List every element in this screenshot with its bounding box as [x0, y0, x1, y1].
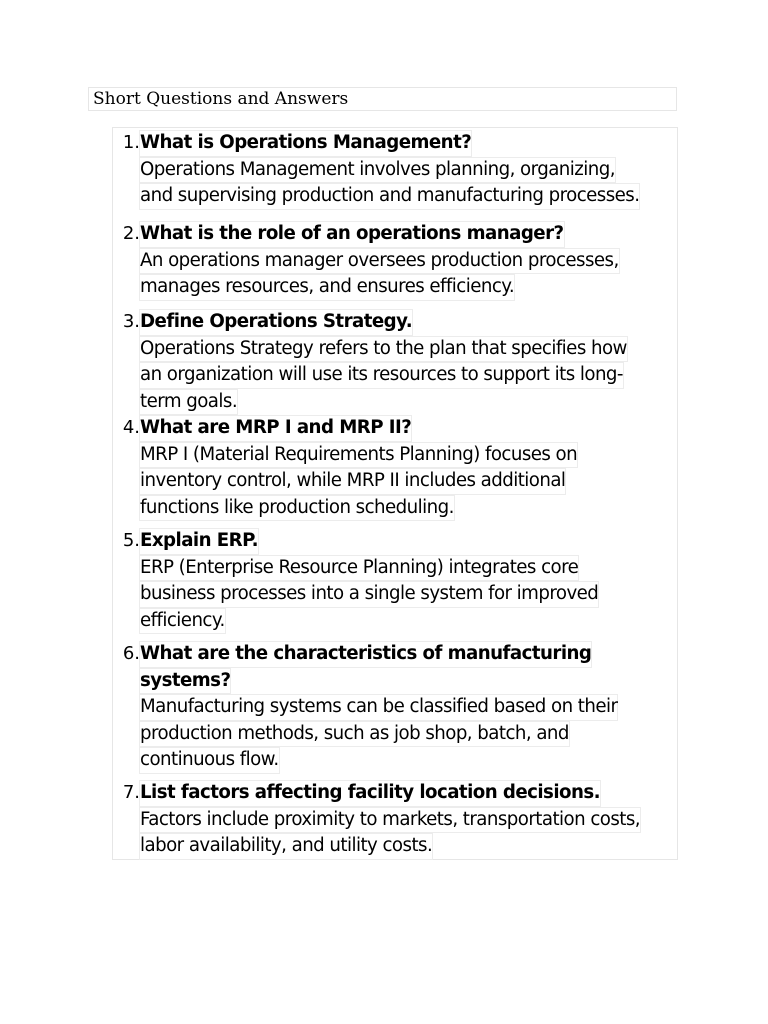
question-line: What are the characteristics of manufacturing — [139, 641, 592, 668]
answer-line: functions like production scheduling. — [139, 495, 455, 522]
item-text — [140, 641, 670, 774]
answer-line: continuous flow. — [139, 747, 280, 774]
answer-line: An operations manager oversees production processes, — [139, 248, 620, 275]
answer-line: an organization will use its resources to support its long- — [139, 362, 624, 389]
answer-line: business processes into a single system for improved — [139, 581, 599, 608]
item-text — [140, 309, 670, 415]
answer-line: MRP I (Material Requirements Planning) focuses on — [139, 442, 578, 469]
question-line: What are MRP I and MRP II? — [139, 415, 412, 442]
answer-line: labor availability, and utility costs. — [139, 833, 433, 860]
question-line: What is Operations Management? — [139, 130, 472, 157]
answer-line: Manufacturing systems can be classified based on their — [139, 694, 618, 721]
answer-line: ERP (Enterprise Resource Planning) integrates core — [139, 555, 579, 582]
answer-line: production methods, such as job shop, batch, and — [139, 721, 570, 748]
answer-line: Factors include proximity to markets, transportation costs, — [139, 807, 641, 834]
item-text — [140, 130, 670, 210]
document-title: Short Questions and Answers — [88, 87, 677, 111]
item-text — [140, 780, 670, 860]
item-number: 3. — [122, 311, 140, 332]
question-line: Define Operations Strategy. — [139, 309, 413, 336]
answer-line: Operations Strategy refers to the plan that specifies how — [139, 336, 628, 363]
answer-line: and supervising production and manufacturing processes. — [139, 183, 640, 210]
answer-line: efficiency. — [139, 608, 226, 635]
item-number: 1. — [122, 132, 140, 153]
question-line: What is the role of an operations manager? — [139, 221, 565, 248]
item-text — [140, 221, 670, 301]
answer-line: manages resources, and ensures efficiency. — [139, 274, 515, 301]
item-number: 6. — [122, 643, 140, 664]
item-number: 5. — [122, 530, 140, 551]
item-text — [140, 528, 670, 634]
answer-line: term goals. — [139, 389, 238, 416]
item-number: 4. — [122, 417, 140, 438]
qa-list — [112, 127, 678, 860]
item-number: 2. — [122, 223, 140, 244]
question-line: Explain ERP. — [139, 528, 259, 555]
answer-line: Operations Management involves planning, organizing, — [139, 157, 616, 184]
item-text — [140, 415, 670, 521]
question-line: systems? — [139, 668, 231, 695]
answer-line: inventory control, while MRP II includes additional — [139, 468, 566, 495]
question-line: List factors affecting facility location decisions. — [139, 780, 601, 807]
item-number: 7. — [122, 782, 140, 803]
